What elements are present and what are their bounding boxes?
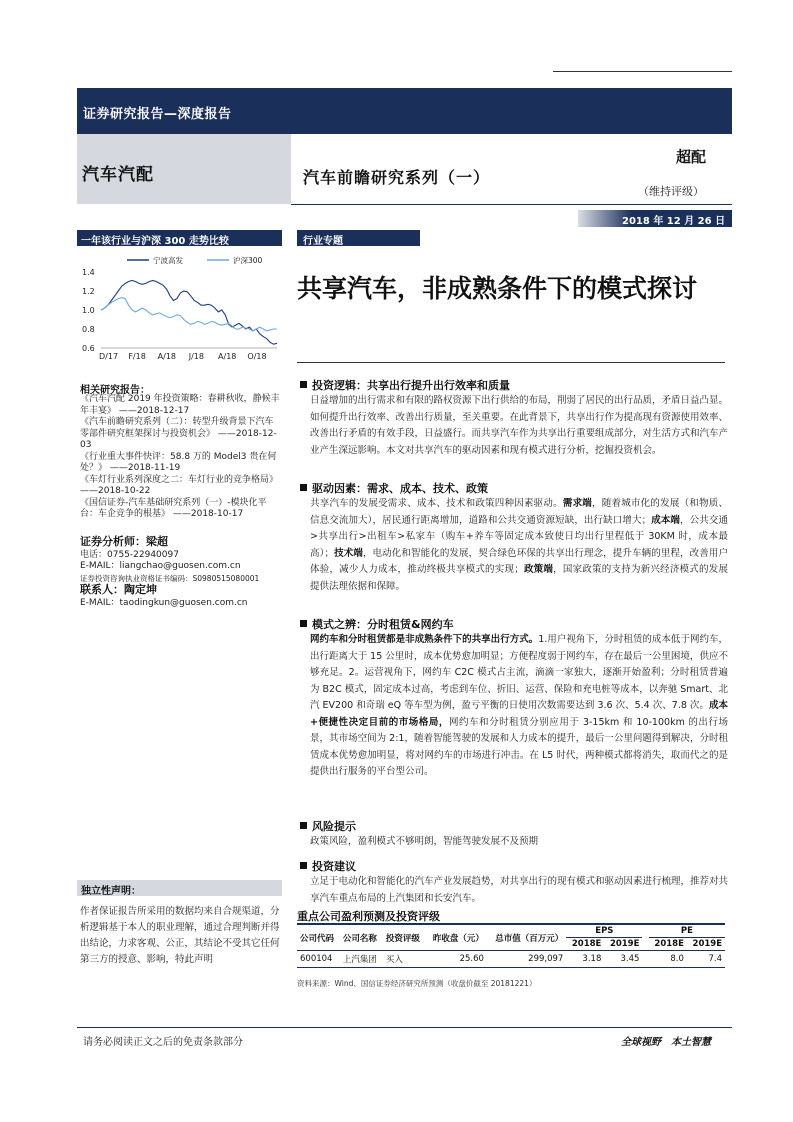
bullet-icon [300, 381, 307, 388]
x-tick-label: A/18 [157, 352, 177, 361]
cell-code: 600104 [300, 954, 333, 964]
bullet-icon [300, 822, 307, 829]
declaration-text: 作者保证报告所采用的数据均来自合规渠道，分析逻辑基于本人的职业理解，通过合理判断并得出结论，力求客观、公正，其结论不受其它任何第三方的授意、影响，特此声明 [80, 906, 280, 965]
section-body: 立足于电动化和智能化的汽车产业发展趋势，对共享出行的现有模式和驱动因素进行梳理，推荐对共享汽车重点布局的上汽集团和长安汽车。 [310, 876, 729, 904]
cell-name: 上汽集团 [342, 955, 377, 965]
series-line [101, 281, 277, 345]
related-report[interactable]: 《车灯行业系列深度之二：车灯行业的竞争格局》 ——2018-10-22 [80, 474, 279, 496]
section-heading: 投资逻辑：共享出行提升出行效率和质量 [300, 377, 510, 393]
section-heading: 驱动因素：需求、成本、技术、政策 [300, 480, 488, 496]
legend-label: 宁波高发 [153, 256, 183, 265]
th-eps-2019: 2019E [604, 938, 642, 951]
footer-disclaimer: 请务必阅读正文之后的免责条款部分 [83, 1037, 243, 1048]
contact-name: 陶定坤 [124, 583, 157, 596]
footer-rule [77, 1027, 732, 1028]
x-tick-label: F/18 [128, 352, 146, 361]
cell-pe18: 8.0 [670, 954, 684, 964]
related-report[interactable]: 《国信证券-汽车基础研究系列（一）-模块化平台：车企竞争的根基》 ——2018-10-17 [80, 497, 267, 519]
related-reports-list [80, 394, 280, 521]
section-heading: 风险提示 [300, 818, 356, 834]
analyst-label: 证券分析师： [80, 535, 146, 548]
bullet-icon [300, 620, 307, 627]
bullet-icon [300, 484, 307, 491]
forecast-table [297, 923, 725, 968]
th-pe-2018: 2018E [649, 938, 687, 951]
th-name: 公司名称 [340, 924, 383, 951]
legend-label: 沪深300 [233, 256, 263, 265]
report-date: 2018 年 12 月 26 日 [622, 216, 726, 227]
declaration-title: 独立性声明： [77, 880, 282, 896]
section-body: 政策风险，盈利模式不够明朗，智能驾驶发展不及预期 [310, 836, 539, 847]
rating: 超配 [676, 148, 707, 166]
section-body: 网约车和分时租赁都是非成熟条件下的共享出行方式。1.用户视角下，分时租赁的成本低于网约车，出行距离大于 15 公里时，成本优势愈加明显；方便程度弱于网约车，存在最后一公里困境，供应不够充足。2。运营视角下，网约车 C2C 模式占主流，滴滴一家独大，逐渐开始盈利；分时租赁普遍为 B2C 模式，固定成本过高，考虑到车位、折旧、运营、保险和充电桩等成本，以奔驰 Smart、北汽 EV200 和奇瑞 eQ 等车型为例，盈亏平衡的日使用次数需要达到 3.6 次、5.4 次、7.8 次。成本+便捷性决定目前的市场格局，网约车和分时租赁分别应用于 3-15km 和 10-100km 的出行场景，其市场空间为 2:1，随着智能驾驶的发展和人力成本的提升，最后一公里问题得到解决，分时租赁成本优势愈加明显，将对网约车的市场进行冲击。在 L5 时代，两种模式都将消失，取而代之的是提供出行服务的平台型公司。 [310, 634, 728, 777]
report-type: 证券研究报告—深度报告 [83, 107, 232, 122]
table-row [297, 951, 725, 968]
headline-rule [297, 362, 725, 363]
analyst-cert: 证券投资咨询执业资格证书编码：S0980515080001 [80, 573, 260, 583]
th-code: 公司代码 [297, 924, 340, 951]
th-mktcap: 总市值（百万元） [487, 924, 566, 951]
headline: 共享汽车，非成熟条件下的模式探讨 [297, 274, 698, 303]
table-source: 资料来源：Wind、国信证券经济研究所预测（收盘价截至 20181221） [297, 979, 537, 988]
trend-chart [77, 250, 282, 370]
th-price: 昨收盘（元） [426, 924, 487, 951]
related-report[interactable]: 《行业重大事件快评：58.8 万的 Model3 贵在何处？》 ——2018-11-19 [80, 451, 277, 473]
section-body: 日益增加的出行需求和有限的路权资源下出行供给的布局，削弱了居民的出行品质，矛盾日益凸显。如何提升出行效率、改善出行质量，至关重要。在此背景下，共享出行作为提高现有资源使用效率、改善出行矛盾的有效手段，日益盛行。而共享汽车作为共享出行重要组成部分，对生活方式和汽车产业产生深远影响。本文对共享汽车的驱动因素和现有模式进行分析，挖掘投资机会。 [310, 395, 729, 456]
y-tick-label: 1.4 [82, 268, 95, 277]
y-tick-label: 0.8 [82, 325, 95, 334]
th-rating: 投资评级 [383, 924, 426, 951]
x-tick-label: A/18 [218, 352, 237, 361]
related-reports-title: 相关研究报告： [80, 385, 150, 396]
bullet-icon [300, 862, 307, 869]
th-eps: EPS [566, 924, 642, 938]
y-tick-label: 1.0 [82, 306, 95, 315]
cell-price: 25.60 [459, 954, 484, 964]
rating-note: （维持评级） [638, 185, 704, 198]
x-tick-label: D/17 [99, 352, 119, 361]
y-tick-label: 0.6 [82, 344, 95, 353]
cell-pe19: 7.4 [708, 954, 722, 964]
th-eps-2018: 2018E [566, 938, 604, 951]
top-rule [553, 71, 732, 72]
series-title: 汽车前瞻研究系列（一） [303, 168, 491, 187]
cell-eps19: 3.45 [620, 954, 640, 964]
th-pe-2019: 2019E [687, 938, 725, 951]
x-tick-label: J/18 [188, 352, 204, 361]
chart-band-title: 一年该行业与沪深 300 走势比较 [77, 230, 282, 246]
series-line [101, 298, 277, 331]
x-tick-label: O/18 [247, 352, 267, 361]
sector-title: 汽车汽配 [82, 165, 154, 185]
table-title: 重点公司盈利预测及投资评级 [297, 910, 440, 923]
related-report[interactable]: 《汽车前瞻研究系列（二）：转型升级背景下汽车零部件研究框架探讨与投资机会》 ——2018-12-03 [80, 417, 277, 450]
cell-eps18: 3.18 [582, 954, 602, 964]
analyst-phone: 电话：0755-22940097 [80, 549, 179, 560]
section-body: 共享汽车的发展受需求、成本、技术和政策四种因素驱动。需求端，随着城市化的发展（和物质、信息交流加大），居民通行距离增加，道路和公共交通资源短缺，出行缺口增大；成本端，公共交通>共享出行>出租车>私家车（购车+养车等固定成本致使日均出行里程低于 30KM 时，成本最高）；技术端，电动化和智能化的发展，契合绿色环保的共享出行理念，提升车辆的里程，改善用户体验，减少人力成本，推动终极共享模式的实现；政策端，国家政策的支持为新兴经济模式的发展提供法理依据和保障。 [310, 498, 728, 592]
analyst-block [80, 536, 280, 609]
analyst-email[interactable]: E-MAIL：liangchao@guosen.com.cn [80, 561, 241, 571]
y-tick-label: 1.2 [82, 287, 95, 296]
analyst-name: 梁超 [146, 535, 168, 548]
related-report[interactable]: 《汽车汽配 2019 年投资策略：春耕秋收，静候丰年丰宴》 ——2018-12-17 [80, 394, 280, 416]
cell-rating: 买入 [385, 955, 403, 965]
contact-label: 联系人： [80, 583, 124, 596]
section-heading: 投资建议 [300, 858, 356, 874]
cell-mktcap: 299,097 [528, 954, 564, 964]
footer-slogan: 全球视野 本土智慧 [621, 1037, 711, 1048]
topic-tag: 行业专题 [297, 230, 420, 246]
th-pe: PE [649, 924, 725, 938]
section-heading: 模式之辨：分时租赁&网约车 [300, 616, 454, 632]
header-divider [291, 204, 732, 205]
contact-email[interactable]: E-MAIL：taodingkun@guosen.com.cn [80, 597, 248, 608]
